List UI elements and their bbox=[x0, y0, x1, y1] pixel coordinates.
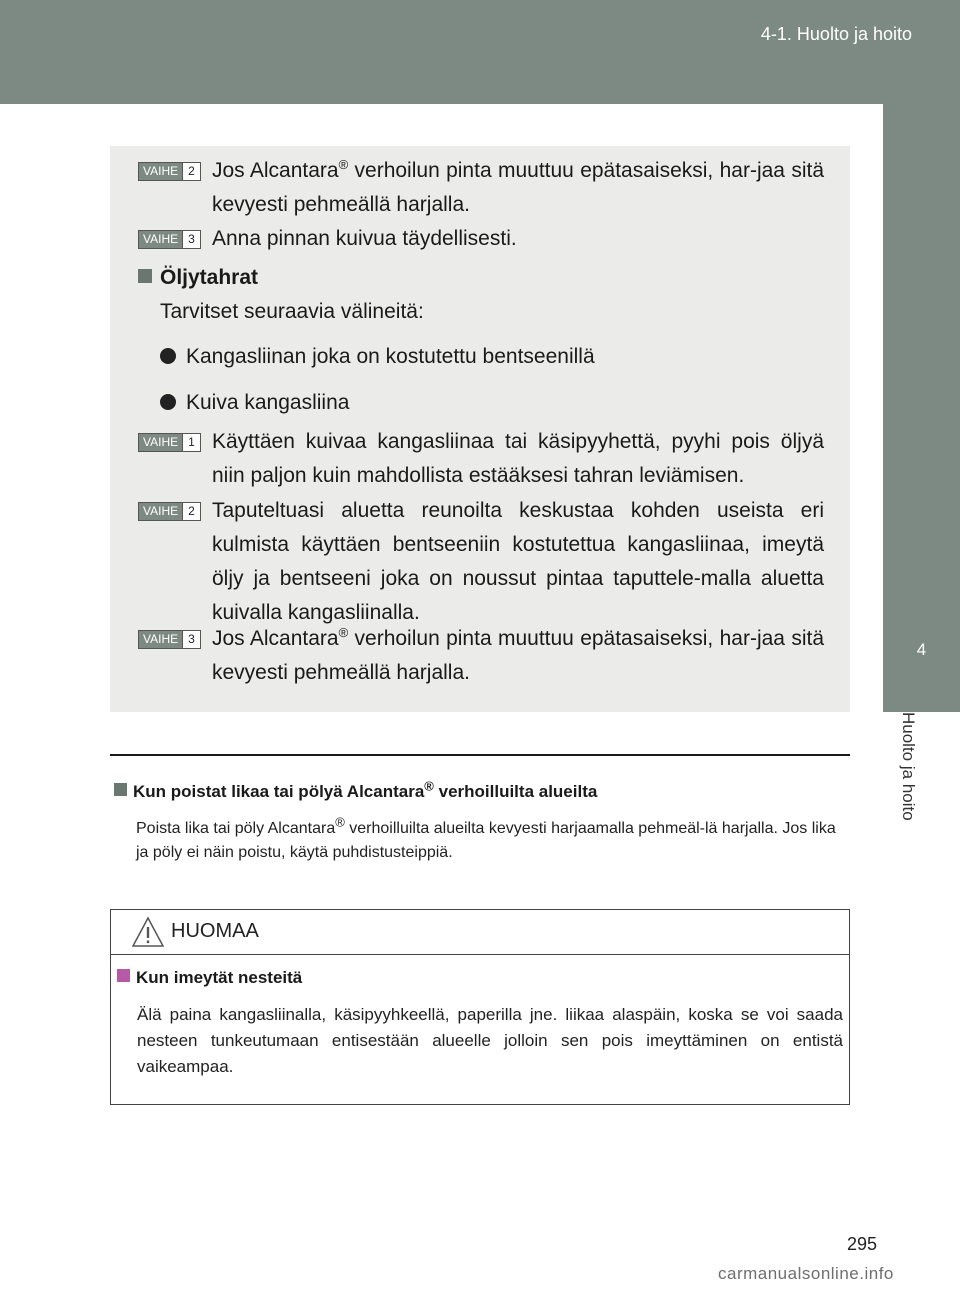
warning-title: HUOMAA bbox=[171, 920, 259, 942]
step-item bbox=[138, 222, 824, 256]
list-item: Kuiva kangasliina bbox=[160, 391, 349, 415]
oil-intro: Tarvitset seuraavia välineitä: bbox=[160, 300, 424, 323]
side-tab-bar bbox=[883, 104, 960, 616]
header-band bbox=[0, 0, 960, 104]
step-text: Käyttäen kuivaa kangasliinaa tai käsipyyhettä, pyyhi pois öljyä niin paljon kuin mahdollista estääksesi tahran leviämisen. bbox=[212, 430, 824, 487]
bullet-icon bbox=[160, 394, 176, 410]
warning-subheading: Kun imeytät nesteitä bbox=[117, 968, 302, 988]
square-bullet-icon bbox=[117, 969, 130, 982]
step-badge: VAIHE 3 bbox=[138, 230, 201, 249]
warning-text: Älä paina kangasliinalla, käsipyyhkeellä, paperilla jne. liikaa alaspäin, koska se voi saada nesteen tunkeutumaan entisestään alueelle jolloin sen pois imeyttäminen on entistä vaikeampaa. bbox=[137, 1005, 843, 1076]
divider bbox=[110, 754, 850, 756]
square-bullet-icon bbox=[138, 269, 152, 283]
warning-box bbox=[110, 909, 850, 1105]
chapter-label-text: Huolto ja hoito bbox=[899, 712, 918, 821]
chapter-number: 4 bbox=[883, 616, 960, 712]
step-badge: VAIHE 3 bbox=[138, 630, 201, 649]
section-title: 4-1. Huolto ja hoito bbox=[760, 24, 912, 44]
step-item bbox=[138, 494, 824, 630]
step-text: Anna pinnan kuivua täydellisesti. bbox=[212, 227, 517, 250]
step-text: Jos Alcantara® verhoilun pinta muuttuu epätasaiseksi, har-jaa sitä kevyesti pehmeällä harjalla. bbox=[212, 625, 824, 684]
watermark: carmanualsonline.info bbox=[718, 1264, 894, 1283]
chapter-label bbox=[896, 712, 936, 872]
warning-triangle-icon bbox=[131, 916, 165, 948]
list-item: Kangasliinan joka on kostutettu bentseenillä bbox=[160, 345, 595, 369]
bullet-icon bbox=[160, 348, 176, 364]
step-badge: VAIHE 1 bbox=[138, 433, 201, 452]
step-item bbox=[138, 622, 824, 690]
step-badge: VAIHE 2 bbox=[138, 502, 201, 521]
step-item bbox=[138, 154, 824, 222]
note-body: Poista lika tai pöly Alcantara® verhoilluilta alueilta kevyesti harjaamalla pehmeäl-lä harjalla. Jos lika ja pöly ei näin poistu, käytä puhdistusteippiä. bbox=[136, 814, 836, 861]
note-heading: Kun poistat likaa tai pölyä Alcantara® verhoilluilta alueilta bbox=[114, 782, 597, 802]
square-bullet-icon bbox=[114, 783, 127, 796]
warning-header bbox=[111, 910, 849, 955]
page-number: 295 bbox=[847, 1234, 878, 1254]
step-item bbox=[138, 425, 824, 493]
oil-heading: Öljytahrat bbox=[138, 266, 258, 290]
step-text: Taputeltuasi aluetta reunoilta keskustaa kohden useista eri kulmista käyttäen bentseeniin kostutettua kangasliinaa, imeytä öljy ja bentseeni joka on noussut pintaa taputtele-malla aluetta kuivalla kangasliinalla. bbox=[212, 499, 824, 624]
step-badge: VAIHE 2 bbox=[138, 162, 201, 181]
step-text: Jos Alcantara® verhoilun pinta muuttuu epätasaiseksi, har-jaa sitä kevyesti pehmeällä harjalla. bbox=[212, 157, 824, 216]
